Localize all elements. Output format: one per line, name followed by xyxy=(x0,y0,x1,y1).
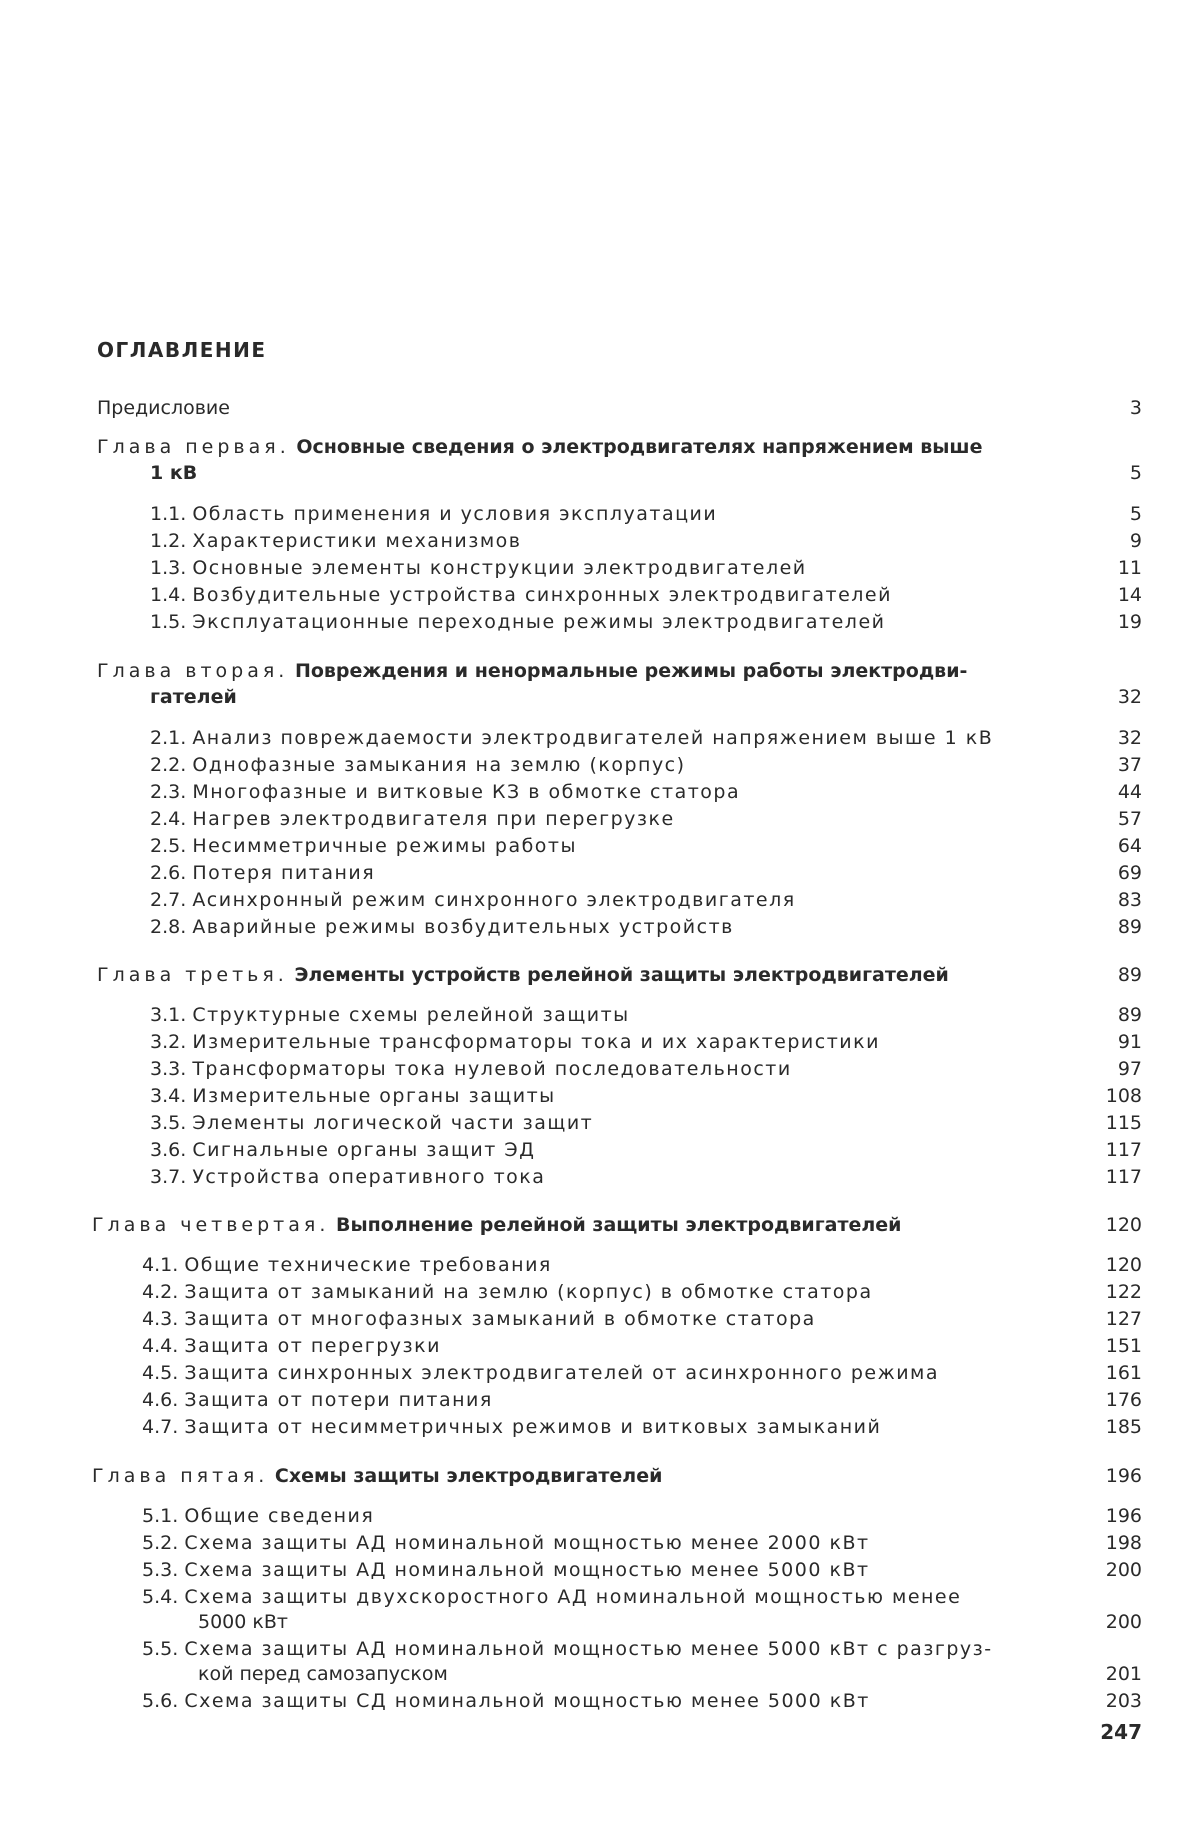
toc-page-5-5: 201 xyxy=(1106,1663,1142,1685)
chapter-2-title-line1 xyxy=(97,660,967,682)
toc-page-5-2: 198 xyxy=(1106,1532,1142,1554)
toc-page-3-3: 97 xyxy=(1118,1058,1142,1080)
toc-section-3-6: 3.6. Сигнальные органы защит ЭД xyxy=(150,1139,535,1161)
toc-page-5-3: 200 xyxy=(1106,1559,1142,1581)
toc-section-5-5-cont: кой перед самозапуском xyxy=(198,1663,448,1685)
chapter-1-prefix: Глава первая. xyxy=(97,436,290,458)
toc-section-2-5: 2.5. Несимметричные режимы работы xyxy=(150,835,577,857)
toc-page-3-6: 117 xyxy=(1106,1139,1142,1161)
toc-page-1-2: 9 xyxy=(1130,530,1142,552)
toc-section-4-2: 4.2. Защита от замыканий на землю (корпус) в обмотке статора xyxy=(142,1281,873,1303)
toc-section-3-4: 3.4. Измерительные органы защиты xyxy=(150,1085,556,1107)
toc-page-3-4: 108 xyxy=(1106,1085,1142,1107)
chapter-2-page: 32 xyxy=(1118,686,1142,708)
chapter-4-prefix: Глава четвертая. xyxy=(92,1214,329,1236)
toc-page-4-6: 176 xyxy=(1106,1389,1142,1411)
chapter-2-prefix: Глава вторая. xyxy=(97,660,288,682)
toc-section-2-3: 2.3. Многофазные и витковые КЗ в обмотке статора xyxy=(150,781,740,803)
toc-section-5-2: 5.2. Схема защиты АД номинальной мощностью менее 2000 кВт xyxy=(142,1532,870,1554)
toc-section-5-4: 5.4. Схема защиты двухскоростного АД номинальной мощностью менее xyxy=(142,1586,961,1608)
toc-section-5-4-cont: 5000 кВт xyxy=(198,1611,288,1633)
toc-page-5-4: 200 xyxy=(1106,1611,1142,1633)
toc-section-1-2: 1.2. Характеристики механизмов xyxy=(150,530,521,552)
toc-page-4-5: 161 xyxy=(1106,1362,1142,1384)
toc-section-1-3: 1.3. Основные элементы конструкции электродвигателей xyxy=(150,557,807,579)
toc-page-4-2: 122 xyxy=(1106,1281,1142,1303)
toc-page-2-5: 64 xyxy=(1118,835,1142,857)
toc-section-2-4: 2.4. Нагрев электродвигателя при перегрузке xyxy=(150,808,675,830)
chapter-2-title-line2: гателей xyxy=(150,686,237,708)
toc-page-2-6: 69 xyxy=(1118,862,1142,884)
toc-page-2-7: 83 xyxy=(1118,889,1142,911)
page-folio: 247 xyxy=(1100,1720,1142,1744)
chapter-3-title-line1 xyxy=(97,964,949,986)
toc-page-2-1: 32 xyxy=(1118,727,1142,749)
toc-page-4-7: 185 xyxy=(1106,1416,1142,1438)
toc-section-2-7: 2.7. Асинхронный режим синхронного электродвигателя xyxy=(150,889,796,911)
chapter-5-title: Схемы защиты электродвигателей xyxy=(275,1465,662,1487)
toc-page-1-3: 11 xyxy=(1118,557,1142,579)
chapter-4-title-line1 xyxy=(92,1214,901,1236)
chapter-5-prefix: Глава пятая. xyxy=(92,1465,268,1487)
toc-section-4-4: 4.4. Защита от перегрузки xyxy=(142,1335,441,1357)
toc-page-3-2: 91 xyxy=(1118,1031,1142,1053)
toc-page-2-8: 89 xyxy=(1118,916,1142,938)
toc-section-2-8: 2.8. Аварийные режимы возбудительных устройств xyxy=(150,916,734,938)
chapter-1-title-line2: 1 кВ xyxy=(150,462,197,484)
toc-section-3-3: 3.3. Трансформаторы тока нулевой последовательности xyxy=(150,1058,792,1080)
toc-section-5-1: 5.1. Общие сведения xyxy=(142,1505,374,1527)
toc-section-3-5: 3.5. Элементы логической части защит xyxy=(150,1112,593,1134)
toc-page-3-1: 89 xyxy=(1118,1004,1142,1026)
toc-page-5-1: 196 xyxy=(1106,1505,1142,1527)
toc-section-4-5: 4.5. Защита синхронных электродвигателей от асинхронного режима xyxy=(142,1362,939,1384)
toc-section-4-6: 4.6. Защита от потери питания xyxy=(142,1389,493,1411)
toc-page-2-2: 37 xyxy=(1118,754,1142,776)
toc-section-4-1: 4.1. Общие технические требования xyxy=(142,1254,552,1276)
toc-section-5-6: 5.6. Схема защиты СД номинальной мощностью менее 5000 кВт xyxy=(142,1690,870,1712)
chapter-3-page: 89 xyxy=(1118,964,1142,986)
toc-page-4-4: 151 xyxy=(1106,1335,1142,1357)
chapter-1-title: Основные сведения о электродвигателях напряжением выше xyxy=(296,436,982,458)
chapter-5-title-line1 xyxy=(92,1465,662,1487)
toc-page-2-3: 44 xyxy=(1118,781,1142,803)
toc-page-4-1: 120 xyxy=(1106,1254,1142,1276)
toc-page-3-5: 115 xyxy=(1106,1112,1142,1134)
toc-page xyxy=(0,0,1200,1843)
chapter-3-prefix: Глава третья. xyxy=(97,964,288,986)
chapter-3-title: Элементы устройств релейной защиты электродвигателей xyxy=(294,964,948,986)
toc-section-2-6: 2.6. Потеря питания xyxy=(150,862,375,884)
toc-page-1-4: 14 xyxy=(1118,584,1142,606)
toc-section-3-7: 3.7. Устройства оперативного тока xyxy=(150,1166,545,1188)
toc-page-5-6: 203 xyxy=(1106,1690,1142,1712)
chapter-1-title-line1 xyxy=(97,436,982,458)
toc-page-3-7: 117 xyxy=(1106,1166,1142,1188)
chapter-4-title: Выполнение релейной защиты электродвигателей xyxy=(336,1214,901,1236)
toc-section-2-2: 2.2. Однофазные замыкания на землю (корпус) xyxy=(150,754,686,776)
toc-section-4-3: 4.3. Защита от многофазных замыканий в обмотке статора xyxy=(142,1308,816,1330)
toc-section-5-3: 5.3. Схема защиты АД номинальной мощностью менее 5000 кВт xyxy=(142,1559,870,1581)
chapter-1-page: 5 xyxy=(1130,462,1142,484)
chapter-5-page: 196 xyxy=(1106,1465,1142,1487)
toc-preface-page: 3 xyxy=(1130,397,1142,419)
toc-section-3-2: 3.2. Измерительные трансформаторы тока и их характеристики xyxy=(150,1031,880,1053)
toc-section-2-1: 2.1. Анализ повреждаемости электродвигателей напряжением выше 1 кВ xyxy=(150,727,993,749)
toc-section-3-1: 3.1. Структурные схемы релейной защиты xyxy=(150,1004,630,1026)
toc-preface-label: Предисловие xyxy=(97,397,230,419)
toc-page-2-4: 57 xyxy=(1118,808,1142,830)
toc-section-4-7: 4.7. Защита от несимметричных режимов и витковых замыканий xyxy=(142,1416,881,1438)
toc-section-5-5: 5.5. Схема защиты АД номинальной мощностью менее 5000 кВт с разгруз- xyxy=(142,1638,993,1660)
toc-section-1-1: 1.1. Область применения и условия эксплуатации xyxy=(150,503,717,525)
chapter-2-title: Повреждения и ненормальные режимы работы электродви- xyxy=(295,660,967,682)
toc-section-1-4: 1.4. Возбудительные устройства синхронных электродвигателей xyxy=(150,584,892,606)
toc-page-1-5: 19 xyxy=(1118,611,1142,633)
chapter-4-page: 120 xyxy=(1106,1214,1142,1236)
toc-page-4-3: 127 xyxy=(1106,1308,1142,1330)
toc-section-1-5: 1.5. Эксплуатационные переходные режимы электродвигателей xyxy=(150,611,886,633)
page-title: ОГЛАВЛЕНИЕ xyxy=(97,338,267,362)
toc-page-1-1: 5 xyxy=(1130,503,1142,525)
